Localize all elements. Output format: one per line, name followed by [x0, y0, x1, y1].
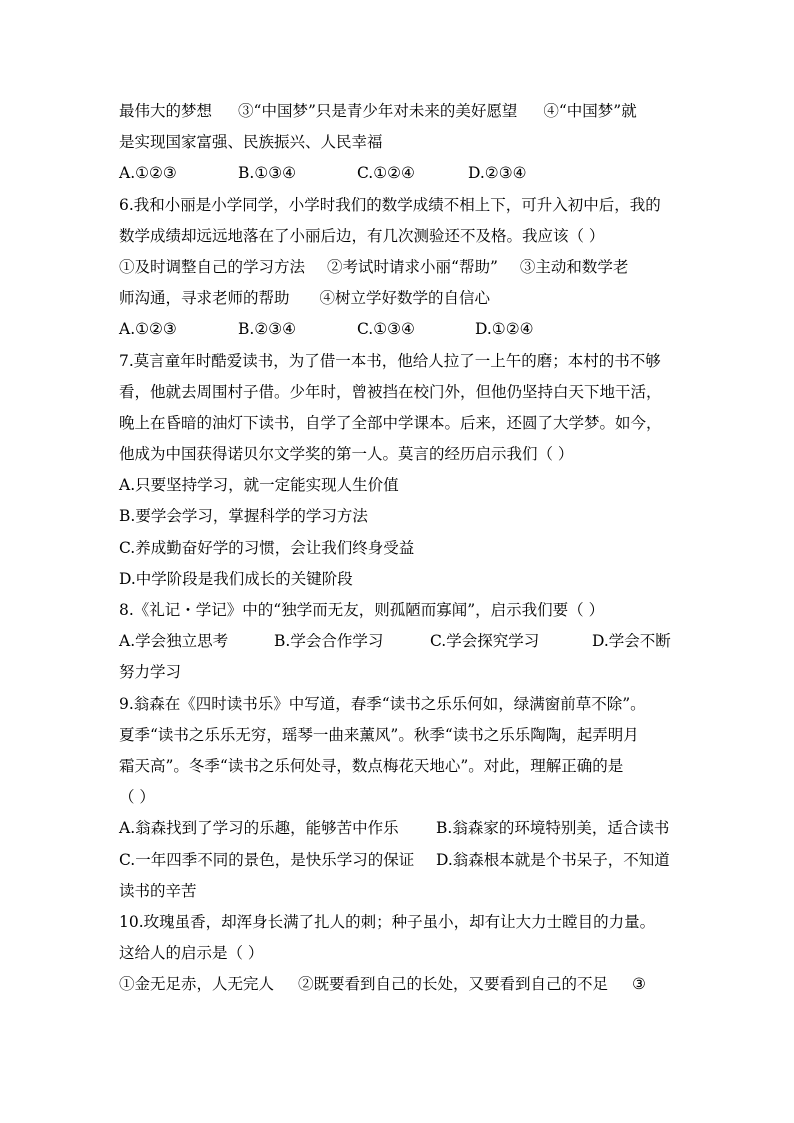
text-segment: ③“中国梦”只是青少年对未来的美好愿望 [238, 102, 518, 120]
text-line [119, 938, 681, 969]
text-segment: （ ） [119, 788, 155, 807]
text-segment: ④“中国梦”就 [543, 102, 637, 120]
option-b: B.翁森家的环境特别美，适合读书 [436, 819, 670, 838]
option-b: B.学会合作学习 [274, 632, 384, 651]
option-c [119, 533, 681, 564]
option-a: A.学会独立思考 [119, 632, 229, 651]
text-segment: 9.翁森在《四时读书乐》中写道，春季“读书之乐乐何如，绿满窗前草不除”。 [119, 694, 646, 713]
option-d: D.翁森根本就是个书呆子，不知道 [436, 850, 670, 869]
text-segment: 晚上在昏暗的油灯下读书，自学了全部中学课本。后来，还圆了大学梦。如今， [119, 413, 662, 432]
option-c: C.一年四季不同的景色，是快乐学习的保证 [119, 850, 415, 869]
text-segment: 6.我和小丽是小学同学，小学时我们的数学成绩不相上下，可升入初中后，我的 [119, 195, 661, 214]
answer-options [119, 813, 681, 844]
option-b: B.①③④ [238, 164, 297, 183]
option-a: A.①②③ [119, 164, 177, 183]
text-line [119, 876, 681, 907]
question-9 [119, 689, 681, 720]
text-segment: 10.玫瑰虽香，却浑身长满了扎人的刺；种子虽小，却有让大力士瞠目的力量。 [119, 912, 656, 931]
option-d: D.②③④ [468, 164, 527, 183]
question-8 [119, 595, 681, 626]
text-segment: B.要学会学习，掌握科学的学习方法 [119, 507, 368, 526]
text-segment: 他成为中国获得诺贝尔文学奖的第一人。莫言的经历启示我们（ ） [119, 445, 574, 464]
document-text [119, 96, 681, 1000]
text-line [119, 283, 681, 314]
option-c: C.①③④ [357, 320, 415, 339]
question-10 [119, 907, 681, 938]
text-segment: 师沟通，寻求老师的帮助 [119, 289, 290, 308]
option-d: D.学会不断 [592, 632, 671, 651]
option-d: D.①②④ [475, 320, 534, 339]
answer-options [119, 314, 681, 345]
text-line [119, 252, 681, 283]
text-segment: 这给人的启示是（ ） [119, 944, 264, 963]
text-line [119, 720, 681, 751]
answer-options [119, 626, 681, 657]
text-line [119, 221, 681, 252]
text-segment: 霜天高”。冬季“读书之乐何处寻，数点梅花天地心”。对此，理解正确的是 [119, 756, 624, 775]
text-segment: ③主动和数学老 [519, 257, 629, 276]
text-segment: D.中学阶段是我们成长的关键阶段 [119, 569, 353, 588]
option-b [119, 501, 681, 532]
text-line [119, 657, 681, 688]
text-segment: 最伟大的梦想 [119, 102, 213, 120]
text-line [119, 751, 681, 782]
text-segment: 读书的辛苦 [119, 881, 197, 900]
text-segment: ②既要看到自己的长处，又要看到自己的不足 [298, 975, 609, 994]
text-segment: 看，他就去周围村子借。少年时，曾被挡在校门外，但他仍坚持白天下地干活， [119, 382, 662, 401]
text-segment: 是实现国家富强、民族振兴、人民幸福 [119, 133, 383, 152]
text-line [119, 439, 681, 470]
text-segment: ②考试时请求小丽“帮助” [327, 257, 498, 276]
text-line [119, 127, 681, 158]
text-line [119, 408, 681, 439]
text-segment: 夏季“读书之乐乐无穷，瑶琴一曲来薰风”。秋季“读书之乐乐陶陶，起弄明月 [119, 725, 639, 744]
text-line [119, 969, 681, 1000]
text-segment: ③ [632, 975, 646, 994]
option-b: B.②③④ [238, 320, 297, 339]
text-segment: 努力学习 [119, 663, 182, 682]
text-segment: 数学成绩却远远地落在了小丽后边，有几次测验还不及格。我应该（ ） [119, 226, 605, 245]
text-segment: A.只要坚持学习，就一定能实现人生价值 [119, 476, 399, 495]
text-segment: C.养成勤奋好学的习惯，会让我们终身受益 [119, 538, 415, 557]
question-7 [119, 346, 681, 377]
question-6 [119, 190, 681, 221]
text-segment: 8.《礼记・学记》中的“独学而无友，则孤陋而寡闻”，启示我们要（ ） [119, 601, 605, 619]
text-segment: ①金无足赤，人无完人 [119, 975, 275, 994]
text-segment: ①及时调整自己的学习方法 [119, 257, 306, 276]
option-c: C.①②④ [357, 164, 415, 183]
option-a: A.翁森找到了学习的乐趣，能够苦中作乐 [119, 819, 399, 838]
text-line [119, 782, 681, 813]
answer-options [119, 158, 681, 189]
text-segment: 7.莫言童年时酷爱读书，为了借一本书，他给人拉了一上午的磨；本村的书不够 [119, 351, 661, 370]
text-line [119, 96, 681, 127]
option-a [119, 470, 681, 501]
text-line [119, 377, 681, 408]
answer-options [119, 845, 681, 876]
option-c: C.学会探究学习 [430, 632, 540, 651]
option-a: A.①②③ [119, 320, 177, 339]
text-segment: ④树立学好数学的自信心 [319, 289, 491, 308]
option-d [119, 564, 681, 595]
